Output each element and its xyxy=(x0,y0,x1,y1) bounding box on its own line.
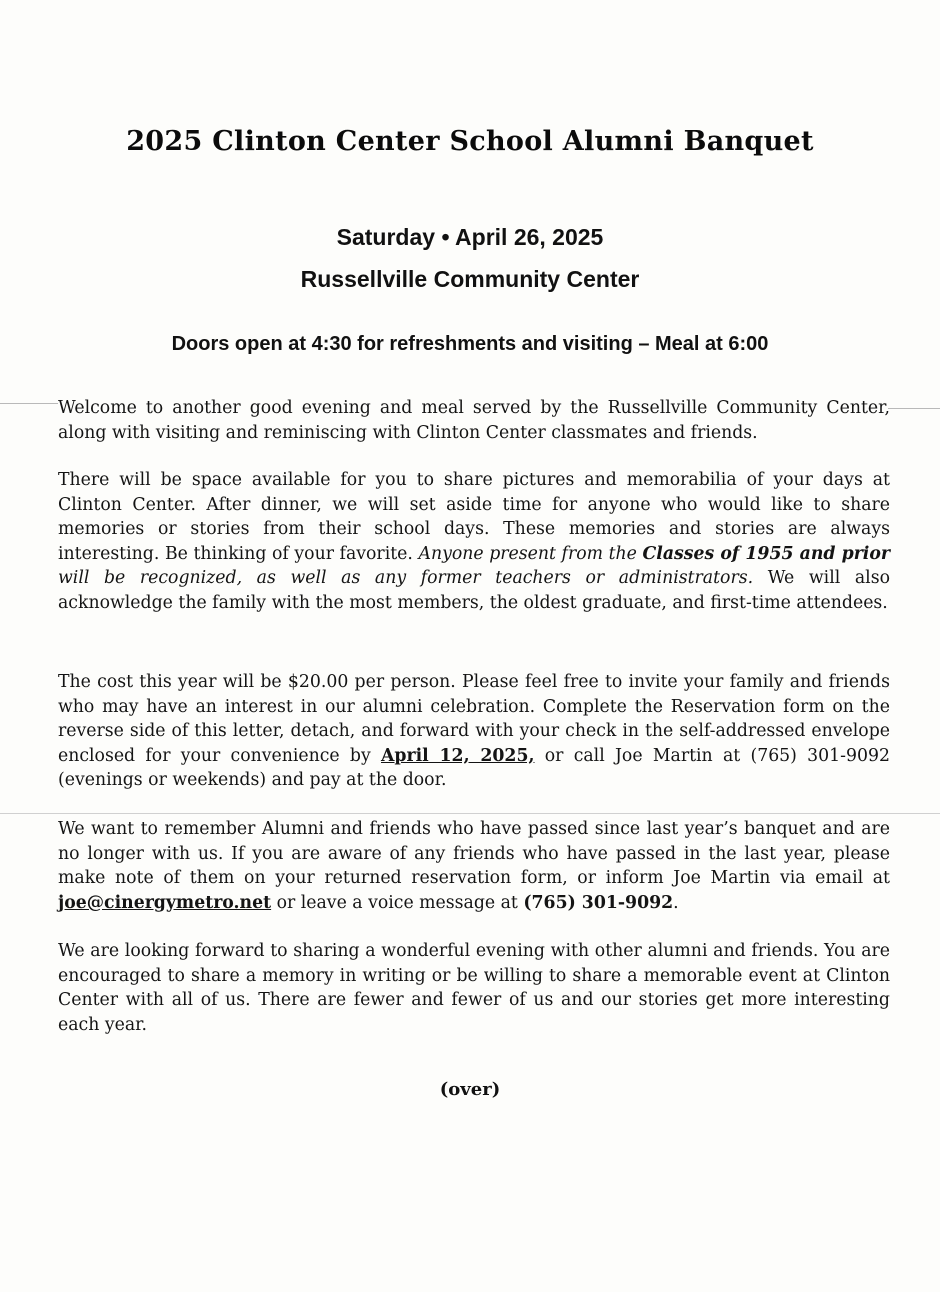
cost-paragraph xyxy=(58,670,890,793)
acknowledge-text: We will also acknowledge the family with the most members, the oldest graduate, and first-time attendees. xyxy=(58,568,890,613)
phone-number: (765) 301-9092 xyxy=(523,892,674,913)
scan-line xyxy=(888,408,940,409)
remembrance-paragraph xyxy=(58,817,890,915)
recognition-intro: Anyone present from the xyxy=(418,543,643,564)
cost-call-text: or call Joe Martin at (765) 301-9092 (evenings or weekends) and pay at the door. xyxy=(58,745,890,791)
memorabilia-paragraph xyxy=(58,468,890,616)
event-venue: Russellville Community Center xyxy=(300,266,640,292)
welcome-paragraph: Welcome to another good evening and meal served by the Russellville Community Center, along with visiting and reminiscing with Clinton Center classmates and friends. xyxy=(58,398,890,443)
recognition-rest: will be recognized, as well as any former teachers or administrators. xyxy=(58,568,754,589)
scan-line xyxy=(0,403,58,404)
scan-line xyxy=(0,813,940,814)
period: . xyxy=(673,892,679,913)
email-link[interactable]: joe@cinergymetro.net xyxy=(58,892,272,913)
deadline-date: April 12, 2025, xyxy=(381,745,535,766)
event-date: Saturday • April 26, 2025 xyxy=(336,224,604,250)
voice-text: or leave a voice message at xyxy=(271,892,524,913)
remembrance-text: We want to remember Alumni and friends who have passed since last year’s banquet and are no longer with us. If you are aware of any friends who have passed in the last year, please make note of them on your returned reservation form, or inform Joe Martin via email at xyxy=(58,819,890,889)
page-title: 2025 Clinton Center School Alumni Banquet xyxy=(126,126,814,157)
event-schedule: Doors open at 4:30 for refreshments and visiting – Meal at 6:00 xyxy=(171,333,769,355)
cost-text: The cost this year will be $20.00 per person. Please feel free to invite your family and friends who may have an interest in our alumni celebration. Complete the Reservation form on the reverse side of this letter, detach, and forward with your check in the self-addressed envelope enclosed for your convenience by xyxy=(58,672,890,766)
over-note: (over) xyxy=(439,1079,501,1100)
memorabilia-text: There will be space available for you to share pictures and memorabilia of your days at Clinton Center. After dinner, we will set aside time for anyone who would like to share memories or stories from their school days. These memories and stories are always interesting. Be thinking of your favorite. xyxy=(58,470,890,564)
classes-highlight: Classes of 1955 and prior xyxy=(642,543,890,564)
closing-paragraph: We are looking forward to sharing a wonderful evening with other alumni and friends. You are encouraged to share a memory in writing or be willing to share a memorable event at Clinton Center with all of us. There are fewer and fewer of us and our stories get more interesting each year. xyxy=(58,941,890,1035)
